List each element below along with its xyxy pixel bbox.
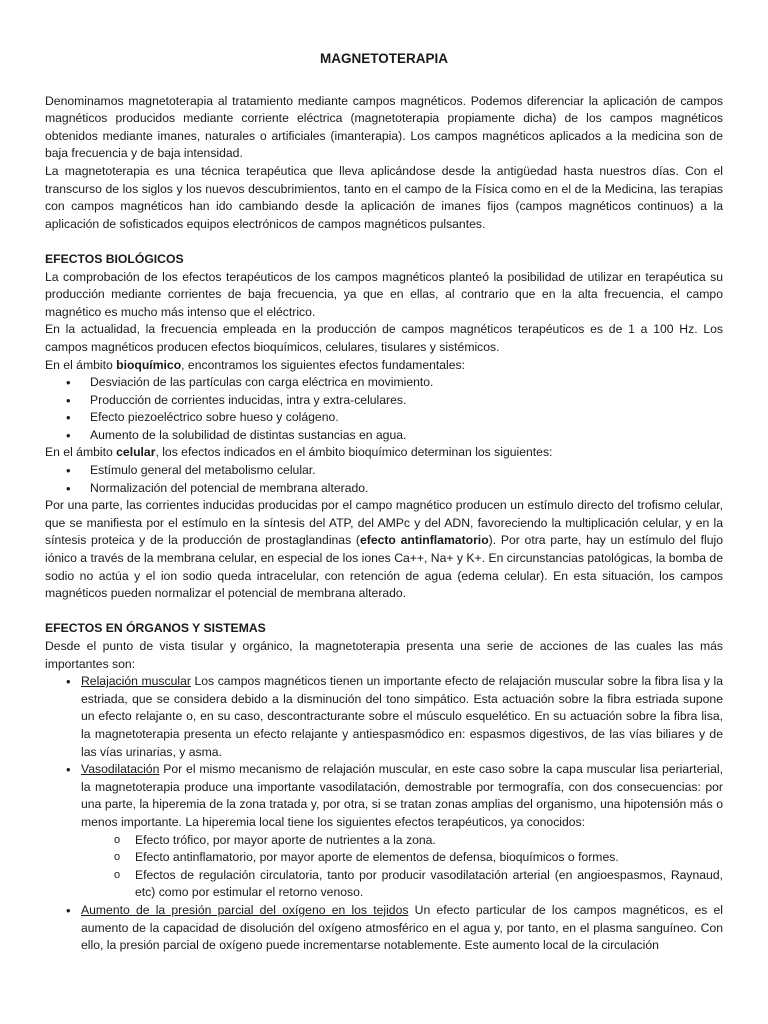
item-label: Relajación muscular [81, 674, 191, 689]
sublist-item: o Efecto trófico, por mayor aporte de nutrientes a la zona. [81, 832, 723, 850]
biochemical-effects-list [45, 374, 723, 444]
section-heading-biological: EFECTOS BIOLÓGICOS [45, 251, 184, 266]
antiinflammatory-term: efecto antinflamatorio [359, 533, 489, 548]
vasodilation-effects-sublist [81, 832, 723, 902]
section-heading-organs: EFECTOS EN ÓRGANOS Y SISTEMAS [45, 621, 266, 636]
bio-cellular-intro: En el ámbito celular, los efectos indicados en el ámbito bioquímico determinan los siguientes: [45, 445, 553, 460]
item-label: Vasodilatación [81, 762, 160, 777]
biochemical-term: bioquímico [116, 357, 182, 372]
sublist-item: o Efectos de regulación circulatoria, tanto por producir vasodilatación arterial (en angioespasmos, Raynaud, etc) como por estimular el retorno venoso. [81, 867, 723, 902]
list-item: • Desviación de las partículas con carga eléctrica en movimiento. [45, 374, 723, 392]
org-intro-paragraph: Desde el punto de vista tisular y orgánico, la magnetoterapia presenta una serie de acciones de las cuales las más importantes son: [45, 639, 723, 671]
bio-biochemical-intro: En el ámbito bioquímico, encontramos los siguientes efectos fundamentales: [45, 357, 465, 372]
organ-effects-list [45, 673, 723, 955]
intro-paragraph-2: La magnetoterapia es una técnica terapéutica que lleva aplicándose desde la antigüedad hasta nuestros días. Con el transcurso de los siglos y los nuevos descubrimientos, tanto en el campo de la Física como en el de la Medicina, las terapias con campos magnéticos han ido cambiando desde la aplicación de imanes fijos (campos magnéticos continuos) a la aplicación de sofisticados equipos electrónicos de campos magnéticos pulsantes. [45, 163, 723, 231]
list-item: • Efecto piezoeléctrico sobre hueso y colágeno. [45, 409, 723, 427]
list-item: • Relajación muscular Los campos magnéticos tienen un importante efecto de relajación muscular sobre la fibra lisa y la estriada, que se considera debido a la disminución del tono simpático. Esta actuación sobre la fibra estriada supone un efecto relajante o, en su caso, descontracturante sobre el músculo esquelético. En su actuación sobre la fibra lisa, la magnetoterapia presenta un efecto relajante y antiespasmódico en: espasmos digestivos, de las vías biliares y de las vías urinarias, y asma. [45, 673, 723, 761]
document-title: MAGNETOTERAPIA [319, 51, 448, 66]
bio-paragraph-3: Por una parte, las corrientes inducidas producidas por el campo magnético producen un estímulo directo del trofismo celular, que se manifiesta por el estímulo en la síntesis del ATP, del AMPc y del ADN, favoreciendo la multiplicación celular, y en la síntesis proteica y de la producción de prostaglandinas (efecto antinflamatorio). Por otra parte, hay un estímulo del flujo iónico a través de la membrana celular, en especial de los iones Ca++, Na+ y K+. En circunstancias patológicas, la bomba de sodio no actúa y el ion sodio queda intracelular, con retención de agua (edema celular). En esta situación, los campos magnéticos pueden normalizar el potencial de membrana alterado. [45, 498, 723, 601]
sublist-item: o Efecto antinflamatorio, por mayor aporte de elementos de defensa, bioquímicos o formes. [81, 849, 723, 867]
cellular-effects-list [45, 462, 723, 497]
list-item: • Normalización del potencial de membrana alterado. [45, 480, 723, 498]
bio-paragraph-1: La comprobación de los efectos terapéuticos de los campos magnéticos planteó la posibilidad de utilizar en terapéutica su producción mediante corrientes de baja frecuencia, ya que en ellas, al contrario que en la alta frecuencia, el campo magnético es mucho más intenso que el eléctrico. [45, 269, 723, 319]
item-label: Aumento de la presión parcial del oxígeno en los tejidos [81, 902, 409, 917]
bio-paragraph-2: En la actualidad, la frecuencia empleada en la producción de campos magnéticos terapéuticos es de 1 a 100 Hz. Los campos magnéticos producen efectos bioquímicos, celulares, tisulares y sistémicos. [45, 322, 723, 354]
intro-paragraph-1: Denominamos magnetoterapia al tratamiento mediante campos magnéticos. Podemos diferenciar la aplicación de campos magnéticos producidos mediante corriente eléctrica (magnetoterapia propiamente dicha) de los campos magnéticos obtenidos mediante imanes, naturales o artificiales (imanterapia). Los campos magnéticos aplicados a la medicina son de baja frecuencia y de baja intensidad. [45, 93, 723, 161]
list-item: • Aumento de la presión parcial del oxígeno en los tejidos Un efecto particular de los campos magnéticos, es el aumento de la capacidad de disolución del oxígeno atmosférico en el agua y, por tanto, en el plasma sanguíneo. Con ello, la presión parcial de oxígeno puede incrementarse notablemente. Este aumento local de la circulación [45, 902, 723, 955]
list-item: • Aumento de la solubilidad de distintas sustancias en agua. [45, 427, 723, 445]
cellular-term: celular [116, 445, 156, 460]
list-item: • Producción de corrientes inducidas, intra y extra-celulares. [45, 392, 723, 410]
list-item: • Vasodilatación Por el mismo mecanismo de relajación muscular, en este caso sobre la capa muscular lisa periarterial, la magnetoterapia produce una importante vasodilatación, demostrable por termografía, con dos consecuencias: por una parte, la hiperemia de la zona tratada y, por otra, si se tratan zonas amplias del organismo, una hipotensión más o menos importante. La hiperemia local tiene los siguientes efectos terapéuticos, ya conocidos: o Efecto trófico, por mayor aporte de nutrientes a la zona. o Efecto antinflamatorio, por mayor aporte de elementos de defensa, bioquímicos o formes. o Efectos de regulación circulatoria, tanto por producir vasodilatación arterial (en angioespasmos, Raynaud, etc) como por estimular el retorno venoso. [45, 761, 723, 902]
list-item: • Estímulo general del metabolismo celular. [45, 462, 723, 480]
